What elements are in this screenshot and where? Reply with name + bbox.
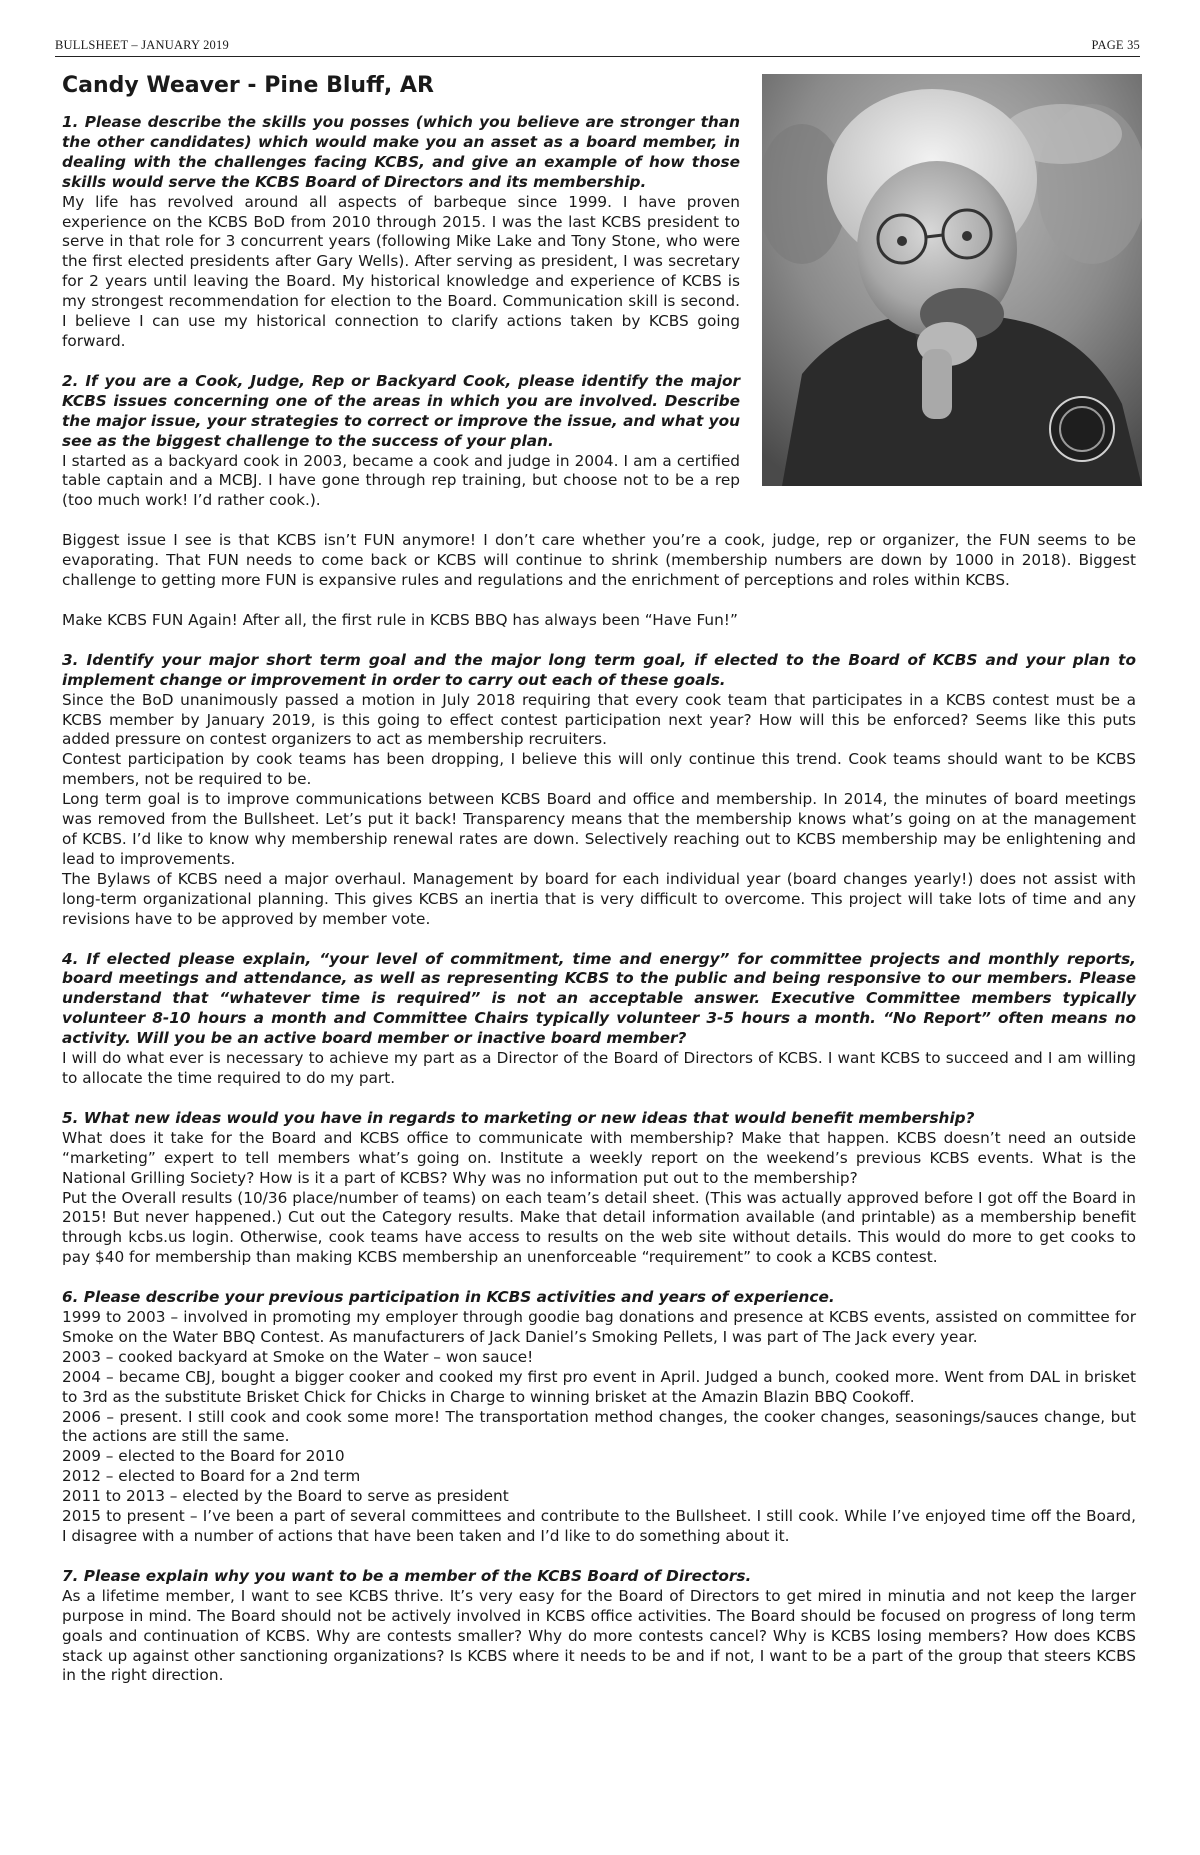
publication-issue: BULLSHEET – JANUARY 2019 xyxy=(55,38,229,52)
question-3: 3. Identify your major short term goal and the major long term goal, if elected to the Board of KCBS and your plan to implement change or improvement in order to carry out each of these goals. xyxy=(62,650,1136,689)
answer-4-paragraph: I will do what ever is necessary to achieve my part as a Director of the Board of Directors of KCBS. I want KCBS to succeed and I am willing to allocate the time required to do my part. xyxy=(62,1049,1136,1087)
answer-2-paragraph: I started as a backyard cook in 2003, became a cook and judge in 2004. I am a certified table captain and a MCBJ. I have gone through rep training, but choose not to be a rep (too much work! I’d rather cook.). xyxy=(62,451,740,510)
answer-6-paragraph: 2004 – became CBJ, bought a bigger cooker and cooked my first pro event in April. Judged a bunch, cooked more. Went from DAL in brisket to 3rd as the substitute Brisket Chick for Chicks in Charge to winning brisket at the Amazin Blazin BBQ Cookoff. xyxy=(62,1367,1136,1406)
answer-2-paragraph: Biggest issue I see is that KCBS isn’t FUN anymore! I don’t care whether you’re a cook, judge, rep or organizer, the FUN seems to be evaporating. That FUN needs to come back or KCBS will continue to shrink (membership numbers are down by 1000 in 2018). Biggest challenge to getting more FUN is expansive rules and regulations and the enrichment of perceptions and roles within KCBS. xyxy=(62,531,1136,590)
section-gap xyxy=(62,511,1136,531)
page-number: PAGE 35 xyxy=(1091,38,1140,52)
answer-5-paragraph: What does it take for the Board and KCBS office to communicate with membership? Make that happen. KCBS doesn’t need an outside “marketing” expert to tell members what’s going on. Institute a weekly report on the weekend’s previous KCBS events. What is the National Grilling Society? How is it a part of KCBS? Why was no information put out to the membership? xyxy=(62,1128,1136,1187)
answer-3-paragraph: The Bylaws of KCBS need a major overhaul. Management by board for each individual year (board changes yearly!) does not assist with long-term organizational planning. This gives KCBS an inertia that is very difficult to overcome. This project will take lots of time and any revisions have to be approved by member vote. xyxy=(62,869,1136,928)
answer-2-paragraph: Make KCBS FUN Again! After all, the first rule in KCBS BBQ has always been “Have Fun!” xyxy=(62,610,738,629)
answer-5-paragraph: Put the Overall results (10/36 place/number of teams) on each team’s detail sheet. (This was actually approved before I got off the Board in 2015! But never happened.) Cut out the Category results. Make that detail information available (and printable) as a membership benefit through kcbs.us login. Otherwise, cook teams have access to results on the web site without details. This would do more to get cooks to pay $40 for membership than making KCBS membership an unenforceable “requirement” to cook a KCBS contest. xyxy=(62,1188,1136,1267)
page-header xyxy=(55,34,1140,57)
question-2: 2. If you are a Cook, Judge, Rep or Backyard Cook, please identify the major KCBS issues concerning one of the areas in which you are involved. Describe the major issue, your strategies to correct or improve the issue, and what you see as the biggest challenge to the success of your plan. xyxy=(62,371,740,450)
answer-6-paragraph: 2006 – present. I still cook and cook some more! The transportation method changes, the cooker changes, seasonings/sauces change, but the actions are still the same. xyxy=(62,1407,1136,1446)
answer-6-paragraph: 2009 – elected to the Board for 2010 xyxy=(62,1447,345,1466)
question-7: 7. Please explain why you want to be a member of the KCBS Board of Directors. xyxy=(62,1566,752,1585)
answer-6-paragraph: 2012 – elected to Board for a 2nd term xyxy=(62,1467,361,1486)
question-5: 5. What new ideas would you have in regards to marketing or new ideas that would benefit membership? xyxy=(62,1108,975,1127)
answer-7-paragraph: As a lifetime member, I want to see KCBS thrive. It’s very easy for the Board of Directors to get mired in minutia and not keep the larger purpose in mind. The Board should not be actively involved in KCBS office activities. The Board should be focused on progress of long term goals and continuation of KCBS. Why are contests smaller? Why do more contests cancel? Why is KCBS losing members? How does KCBS stack up against other sanctioning organizations? Is KCBS where it needs to be and if not, I want to be a part of the group that steers KCBS in the right direction. xyxy=(62,1586,1136,1685)
answer-3-paragraph: Contest participation by cook teams has been dropping, I believe this will only continue this trend. Cook teams should want to be KCBS members, not be required to be. xyxy=(62,750,1136,789)
answer-6-paragraph: 2003 – cooked backyard at Smoke on the Water – won sauce! xyxy=(62,1347,534,1366)
answer-3-paragraph: Long term goal is to improve communications between KCBS Board and office and membership. In 2014, the minutes of board meetings was removed from the Bullsheet. Let’s put it back! Transparency means that the membership knows what’s going on at the management of KCBS. I’d like to know why membership renewal rates are down. Selectively reaching out to KCBS membership may be enlightening and lead to improvements. xyxy=(62,790,1136,868)
section-gap xyxy=(62,1547,1136,1567)
photo-spacer xyxy=(740,72,1136,490)
answer-6-paragraph: 2015 to present – I’ve been a part of several committees and contribute to the Bullsheet. I still cook. While I’ve enjoyed time off the Board, I disagree with a number of actions that have been taken and I’d like to do something about it. xyxy=(62,1507,1136,1545)
section-gap xyxy=(62,930,1136,950)
answer-3-paragraph: Since the BoD unanimously passed a motion in July 2018 requiring that every cook team that participates in a KCBS contest must be a KCBS member by January 2019, is this going to effect contest participation next year? How will this be enforced? Seems like this puts added pressure on contest organizers to act as membership recruiters. xyxy=(62,690,1136,749)
section-gap xyxy=(62,1089,1136,1109)
question-4: 4. If elected please explain, “your level of commitment, time and energy” for committee projects and monthly reports, board meetings and attendance, as well as representing KCBS to the public and being responsive to our members. Please understand that “whatever time is required” is not an acceptable answer. Executive Committee members typically volunteer 8-10 hours a month and Committee Chairs typically volunteer 3-5 hours a month. “No Report” often means no activity. Will you be an active board member or inactive board member? xyxy=(62,949,1136,1048)
candidate-name: Candy Weaver - Pine Bluff, AR xyxy=(62,73,434,98)
section-gap xyxy=(62,591,1136,611)
question-6: 6. Please describe your previous participation in KCBS activities and years of experience. xyxy=(62,1288,835,1307)
section-gap xyxy=(62,1268,1136,1288)
answer-6-paragraph: 1999 to 2003 – involved in promoting my employer through goodie bag donations and presence at KCBS events, assisted on committee for Smoke on the Water BBQ Contest. As manufacturers of Jack Daniel’s Smoking Pellets, I was part of The Jack every year. xyxy=(62,1308,1136,1346)
article-body xyxy=(62,72,1136,1686)
answer-6-paragraph: 2011 to 2013 – elected by the Board to serve as president xyxy=(62,1487,509,1506)
question-1: 1. Please describe the skills you posses (which you believe are stronger than the other candidates) which would make you an asset as a board member, in dealing with the challenges facing KCBS, and give an example of how those skills would serve the KCBS Board of Directors and its membership. xyxy=(62,113,740,191)
section-gap xyxy=(62,631,1136,651)
answer-1-paragraph: My life has revolved around all aspects of barbeque since 1999. I have proven experience on the KCBS BoD from 2010 through 2015. I was the last KCBS president to serve in that role for 3 concurrent years (following Mike Lake and Tony Stone, who were the first elected presidents after Gary Wells). After serving as president, I was secretary for 2 years until leaving the Board. My historical knowledge and experience of KCBS is my strongest recommendation for election to the Board. Communication skill is second. I believe I can use my historical connection to clarify actions taken by KCBS going forward. xyxy=(62,192,740,350)
